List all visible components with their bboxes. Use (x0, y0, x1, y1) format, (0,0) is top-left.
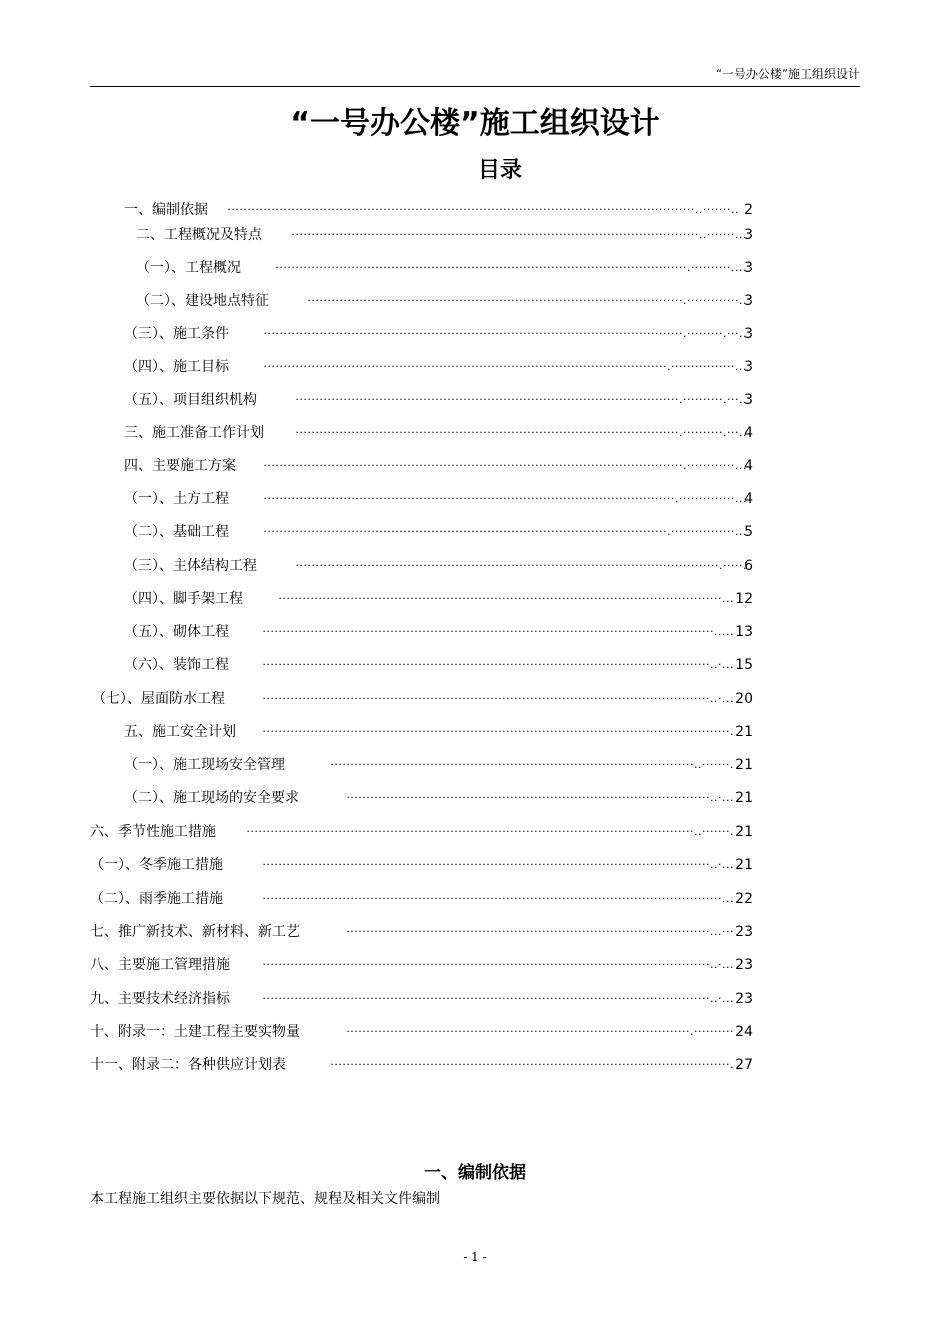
toc-entry[interactable] (0, 289, 950, 313)
toc-entry-label: （一）、工程概况 (136, 256, 241, 280)
toc-page-number: 5 (744, 524, 753, 540)
toc-entry-label: 四、主要施工方案 (124, 454, 236, 478)
toc-page-number: 4 (744, 491, 753, 507)
toc-entry[interactable] (0, 421, 950, 445)
toc-entry[interactable] (0, 554, 950, 578)
toc-entry[interactable] (0, 820, 950, 844)
toc-entry[interactable] (0, 720, 950, 744)
toc-leader: ··········································································································.·····. (295, 559, 747, 572)
toc-entry-label: （二）、基础工程 (124, 520, 229, 544)
toc-entry[interactable] (0, 520, 950, 544)
toc-page-number: 3 (744, 293, 753, 309)
toc-entry-label: 十、附录一：土建工程主要实物量 (90, 1020, 300, 1044)
toc-entry-label: （一）、冬季施工措施 (90, 853, 223, 877)
toc-page-number: 13 (735, 624, 753, 640)
toc-leader: ···················································································································... (262, 892, 734, 905)
toc-page-number: 21 (735, 790, 753, 806)
toc-page-number: 20 (735, 691, 753, 707)
toc-page-number: 21 (735, 757, 753, 773)
toc-entry-label: （五）、砌体工程 (124, 620, 229, 644)
toc-leader: ·················································································································..... (262, 625, 734, 638)
toc-entry-label: （五）、项目组织机构 (124, 388, 257, 412)
toc-page-number: 23 (735, 957, 753, 973)
toc-entry-label: （一）、施工现场安全管理 (124, 753, 285, 777)
toc-entry[interactable] (0, 388, 950, 412)
toc-leader: ································································································.··········.···.. (295, 426, 747, 439)
toc-entry[interactable] (0, 920, 950, 944)
toc-leader: ·········································································································.·········.···.. (263, 327, 747, 340)
toc-leader: ···························································································..·······. (330, 758, 734, 771)
toc-entry-label: 一、编制依据 (124, 198, 208, 222)
toc-entry-label: （一）、土方工程 (124, 487, 229, 511)
toc-page-number: 3 (744, 260, 753, 276)
toc-entry[interactable] (0, 487, 950, 511)
toc-entry-label: 八、主要施工管理措施 (90, 953, 230, 977)
toc-entry[interactable] (0, 887, 950, 911)
toc-entry-label: （三）、施工条件 (124, 322, 229, 346)
toc-leader: ·····················································································································..·······.. (227, 203, 739, 216)
toc-entry-label: （二）、建设地点特征 (136, 289, 269, 313)
toc-page-number: 15 (735, 657, 753, 673)
toc-entry-label: （四）、施工目标 (124, 355, 229, 379)
section-heading: 一、编制依据 (424, 1163, 526, 1183)
toc-leader: ················································································································..·... (262, 992, 734, 1005)
toc-leader: ···························································································..·... (346, 791, 734, 804)
toc-leader: ····································································································. (330, 1058, 734, 1071)
toc-entry[interactable] (0, 322, 950, 346)
toc-page-number: 22 (735, 891, 753, 907)
toc-entry[interactable] (0, 223, 950, 247)
body-paragraph: 本工程施工组织主要依据以下规范、规程及相关文件编制 (90, 1191, 440, 1207)
toc-leader: ······························································································.·············.. (307, 294, 747, 307)
toc-entry[interactable] (0, 587, 950, 611)
toc-page-number: 24 (735, 1024, 753, 1040)
toc-entry-label: 二、工程概况及特点 (136, 223, 262, 247)
toc-entry-label: 六、季节性施工措施 (90, 820, 216, 844)
toc-page-number: 21 (735, 857, 753, 873)
toc-leader: ················································································································..·... (262, 658, 734, 671)
toc-entry[interactable] (0, 1020, 950, 1044)
toc-leader: ·······································································································.··············... (263, 492, 747, 505)
toc-leader: ·····································································································.················... (263, 525, 747, 538)
page-number: - 1 - (463, 1250, 487, 1264)
toc-leader: ·····················································································································. (262, 725, 734, 738)
toc-entry[interactable] (0, 687, 950, 711)
toc-entry-label: 十一、附录二：各种供应计划表 (90, 1053, 286, 1077)
toc-page-number: 6 (744, 558, 753, 574)
toc-heading: 目录 (477, 158, 522, 183)
toc-entry-label: 三、施工准备工作计划 (124, 421, 264, 445)
toc-entry[interactable] (0, 953, 950, 977)
toc-leader: ······································································································..·······... (291, 228, 747, 241)
running-header: “一号办公楼”施工组织设计 (90, 64, 860, 87)
toc-leader: ·····································································································.················... (263, 360, 747, 373)
toc-page-number: 4 (744, 425, 753, 441)
toc-entry[interactable] (0, 355, 950, 379)
toc-leader: ·······································································································.··········.... (275, 261, 747, 274)
toc-leader: ················································································································..·······. (246, 825, 734, 838)
toc-leader: ················································································································..·... (262, 692, 734, 705)
toc-page-number: 3 (744, 392, 753, 408)
toc-entry[interactable] (0, 256, 950, 280)
toc-leader: ················································································································..·... (262, 858, 734, 871)
toc-entry[interactable] (0, 987, 950, 1011)
toc-page-number: 23 (735, 991, 753, 1007)
toc-entry-label: （四）、脚手架工程 (124, 587, 243, 611)
toc-page-number: 27 (735, 1057, 753, 1073)
toc-leader: ······················································································.·········· (346, 1025, 734, 1038)
toc-page-number: 21 (735, 824, 753, 840)
toc-entry[interactable] (0, 454, 950, 478)
toc-entry[interactable] (0, 786, 950, 810)
toc-page-number: 23 (735, 924, 753, 940)
toc-entry-label: 九、主要技术经济指标 (90, 987, 230, 1011)
toc-page-number: 2 (744, 202, 753, 218)
toc-leader: ················································································································..·... (262, 958, 734, 971)
toc-page-number: 3 (744, 227, 753, 243)
toc-leader: ·········································································································.············... (263, 459, 747, 472)
toc-page-number: 3 (744, 359, 753, 375)
toc-leader: ···············································································································... (278, 592, 734, 605)
toc-entry-label: 五、施工安全计划 (124, 720, 236, 744)
toc-leader: ···························································································...··· (346, 925, 734, 938)
toc-entry[interactable] (0, 753, 950, 777)
toc-entry[interactable] (0, 1053, 950, 1077)
toc-entry-label: （二）、施工现场的安全要求 (124, 786, 299, 810)
toc-page-number: 3 (744, 326, 753, 342)
toc-entry[interactable] (0, 620, 950, 644)
toc-page-number: 4 (744, 458, 753, 474)
toc-entry-label: （七）、屋面防水工程 (92, 687, 225, 711)
toc-page-number: 21 (735, 724, 753, 740)
toc-entry-label: （六）、装饰工程 (124, 653, 229, 677)
document-title: “一号办公楼”施工组织设计 (290, 106, 660, 141)
toc-entry-label: （二）、雨季施工措施 (90, 887, 223, 911)
toc-page-number: 12 (735, 591, 753, 607)
toc-entry[interactable] (0, 198, 950, 222)
toc-entry[interactable] (0, 853, 950, 877)
toc-leader: ································································································.··········.···.. (295, 393, 747, 406)
toc-entry[interactable] (0, 653, 950, 677)
toc-entry-label: （三）、主体结构工程 (124, 554, 257, 578)
toc-entry-label: 七、推广新技术、新材料、新工艺 (90, 920, 300, 944)
